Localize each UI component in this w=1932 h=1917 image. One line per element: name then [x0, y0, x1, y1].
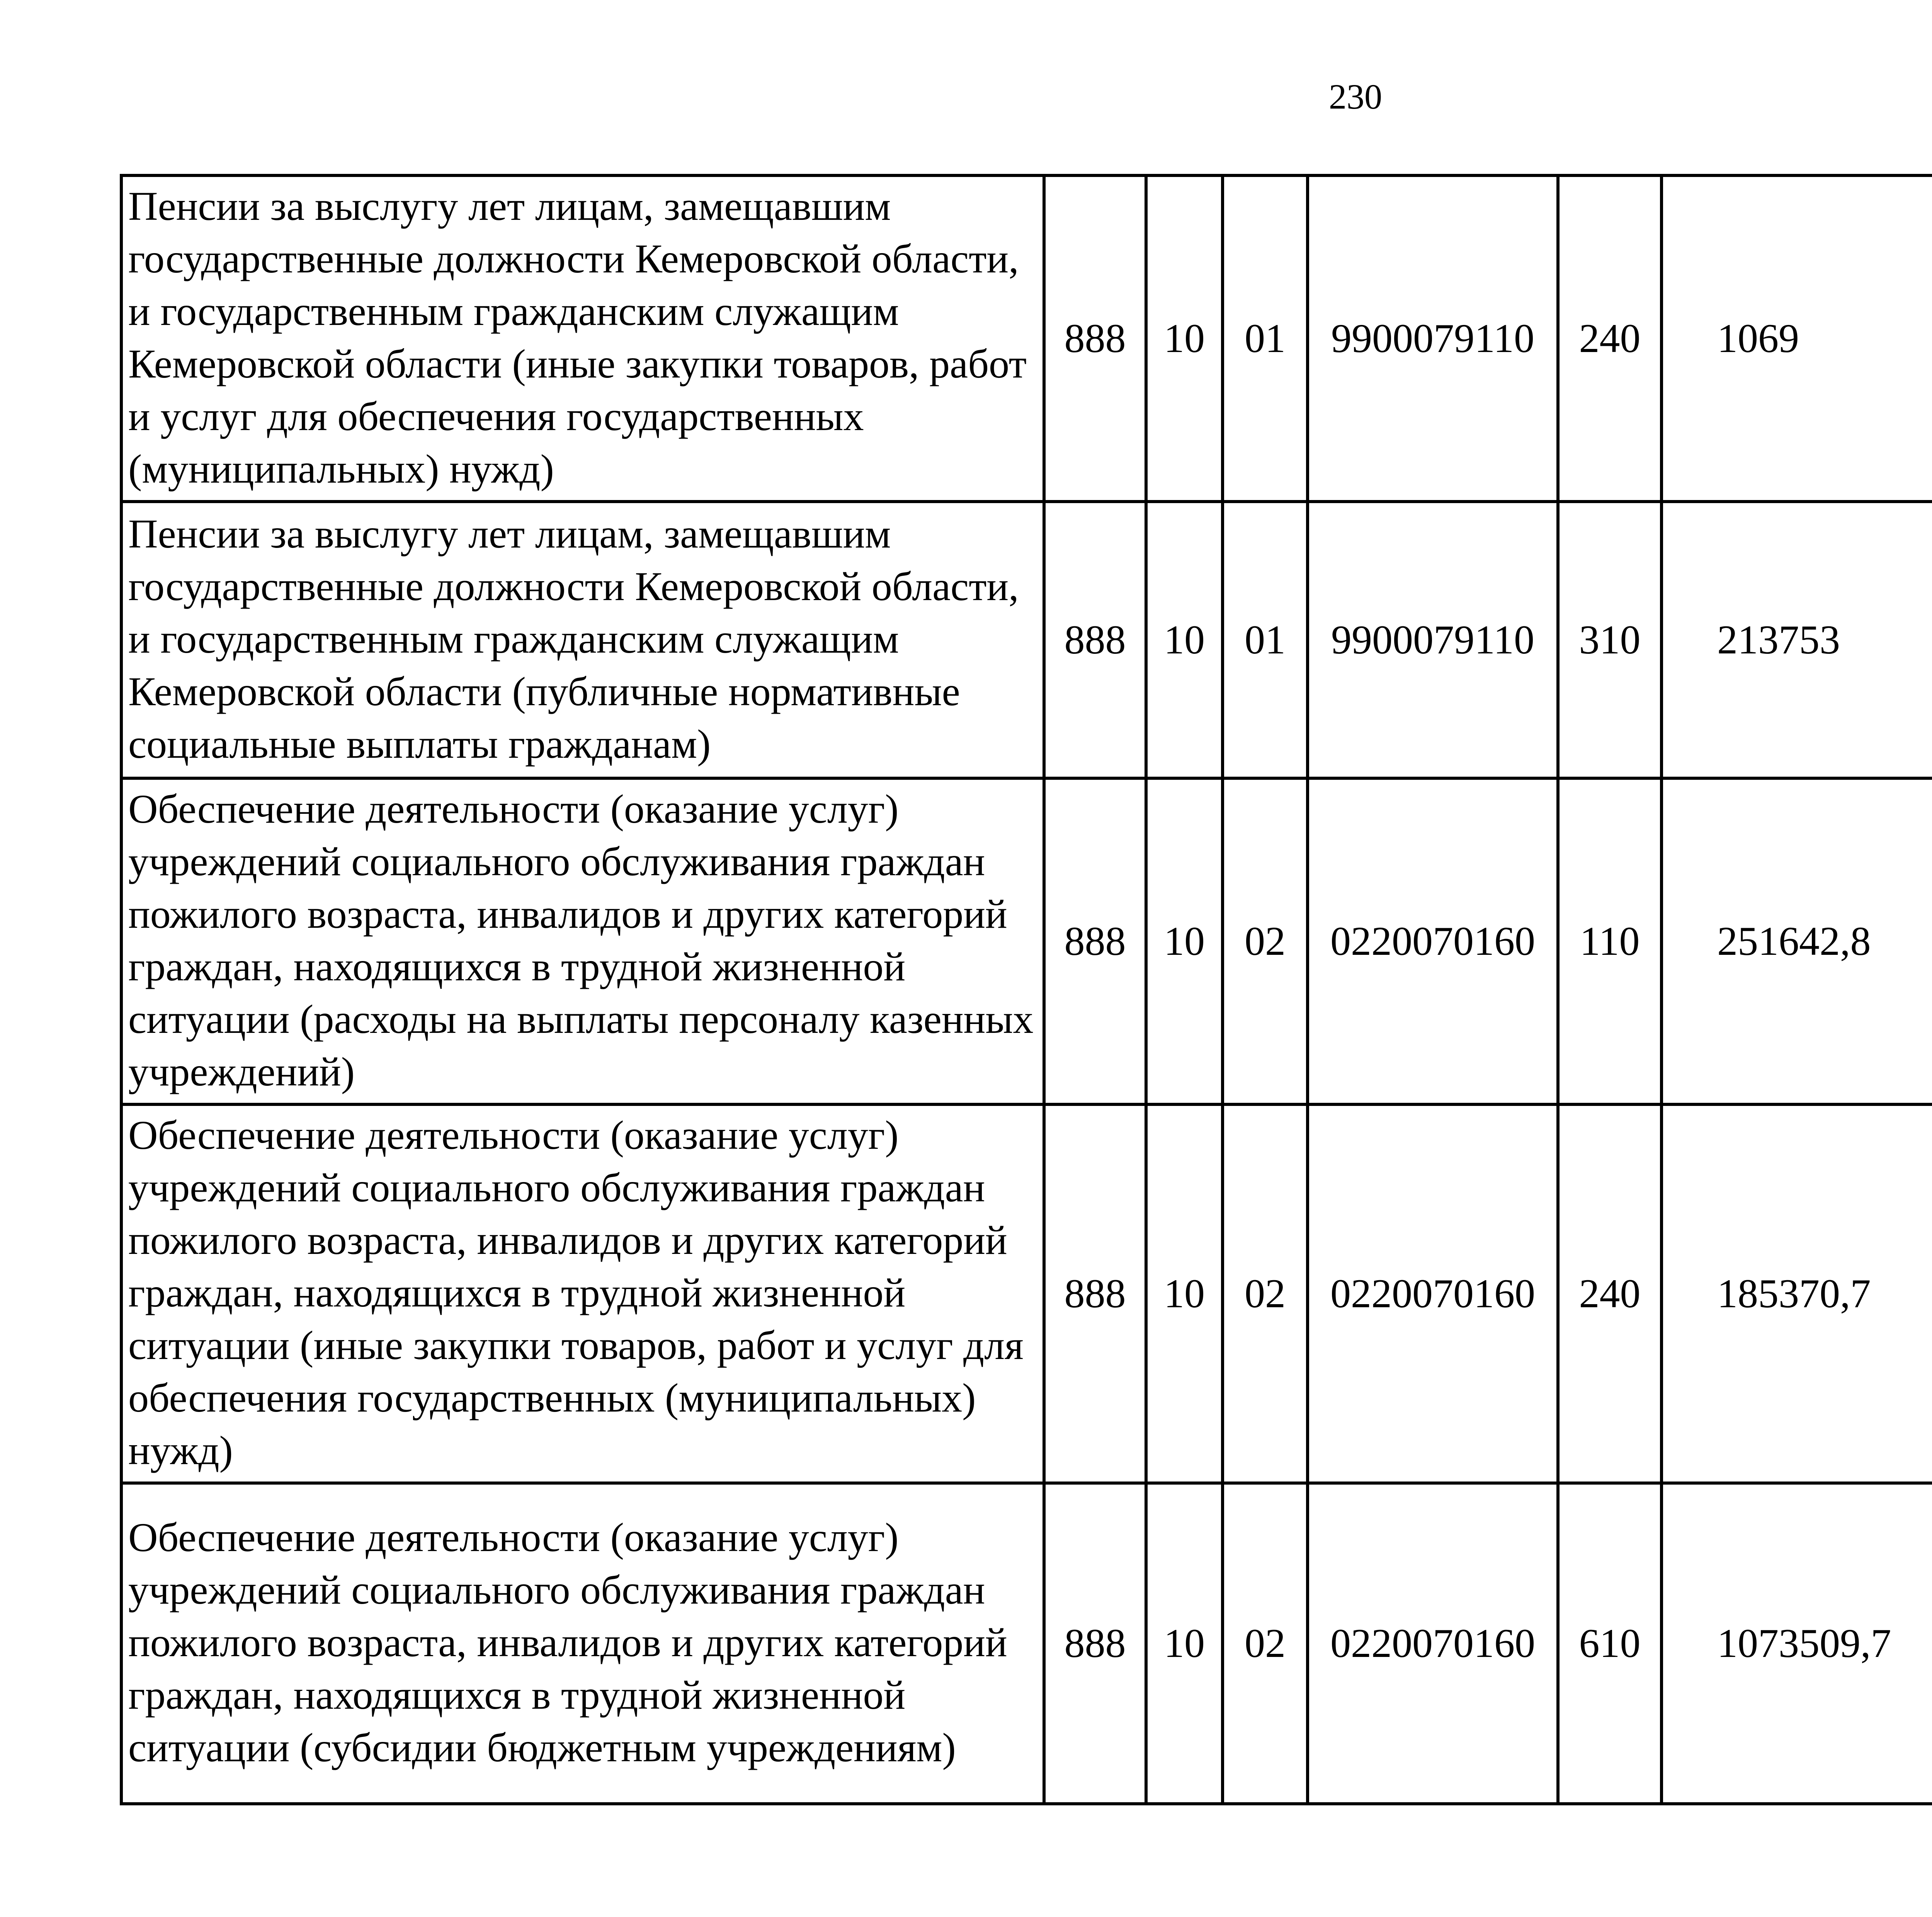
row-description: Пенсии за выслугу лет лицам, замещавшим государственные должности Кемеровской области, и государственным гражданским служащим Кемеровской области (иные закупки товаров, работ и услуг для обеспечения государственных (муниципальных) нужд): [121, 175, 1044, 502]
subsection-code: 02: [1223, 778, 1308, 1104]
expense-type-code: 240: [1558, 175, 1662, 502]
subsection-code: 01: [1223, 175, 1308, 502]
expense-type-code: 310: [1558, 502, 1662, 778]
amount-year-1: 213753: [1662, 502, 1932, 778]
amount-year-1: 1073509,7: [1662, 1483, 1932, 1804]
section-code: 10: [1146, 1104, 1223, 1483]
target-article-code: 9900079110: [1308, 175, 1558, 502]
row-description: Обеспечение деятельности (оказание услуг) учреждений социального обслуживания граждан пожилого возраста, инвалидов и других категорий граждан, находящихся в трудной жизненной ситуации (субсидии бюджетным учреждениям): [121, 1483, 1044, 1804]
section-code: 10: [1146, 778, 1223, 1104]
section-code: 10: [1146, 502, 1223, 778]
expense-type-code: 610: [1558, 1483, 1662, 1804]
table-row: [121, 778, 1932, 1104]
page-number: 230: [1329, 77, 1382, 116]
table-row: [121, 175, 1932, 502]
subsection-code: 01: [1223, 502, 1308, 778]
row-description: Обеспечение деятельности (оказание услуг) учреждений социального обслуживания граждан пожилого возраста, инвалидов и других категорий граждан, находящихся в трудной жизненной ситуации (иные закупки товаров, работ и услуг для обеспечения государственных (муниципальных) нужд): [121, 1104, 1044, 1483]
subsection-code: 02: [1223, 1483, 1308, 1804]
subsection-code: 02: [1223, 1104, 1308, 1483]
table-row: [121, 1483, 1932, 1804]
amount-year-1: 251642,8: [1662, 778, 1932, 1104]
expense-type-code: 110: [1558, 778, 1662, 1104]
ministry-code: 888: [1044, 778, 1146, 1104]
table-row: [121, 1104, 1932, 1483]
section-code: 10: [1146, 1483, 1223, 1804]
row-description: Обеспечение деятельности (оказание услуг) учреждений социального обслуживания граждан пожилого возраста, инвалидов и других категорий граждан, находящихся в трудной жизненной ситуации (расходы на выплаты персоналу казенных учреждений): [121, 778, 1044, 1104]
ministry-code: 888: [1044, 1483, 1146, 1804]
ministry-code: 888: [1044, 502, 1146, 778]
expense-type-code: 240: [1558, 1104, 1662, 1483]
ministry-code: 888: [1044, 1104, 1146, 1483]
ministry-code: 888: [1044, 175, 1146, 502]
target-article-code: 0220070160: [1308, 778, 1558, 1104]
target-article-code: 0220070160: [1308, 1104, 1558, 1483]
row-description: Пенсии за выслугу лет лицам, замещавшим государственные должности Кемеровской области, и государственным гражданским служащим Кемеровской области (публичные нормативные социальные выплаты гражданам): [121, 502, 1044, 778]
amount-year-1: 185370,7: [1662, 1104, 1932, 1483]
amount-year-1: 1069: [1662, 175, 1932, 502]
section-code: 10: [1146, 175, 1223, 502]
table-row: [121, 502, 1932, 778]
target-article-code: 9900079110: [1308, 502, 1558, 778]
target-article-code: 0220070160: [1308, 1483, 1558, 1804]
budget-table: [120, 174, 1932, 1805]
